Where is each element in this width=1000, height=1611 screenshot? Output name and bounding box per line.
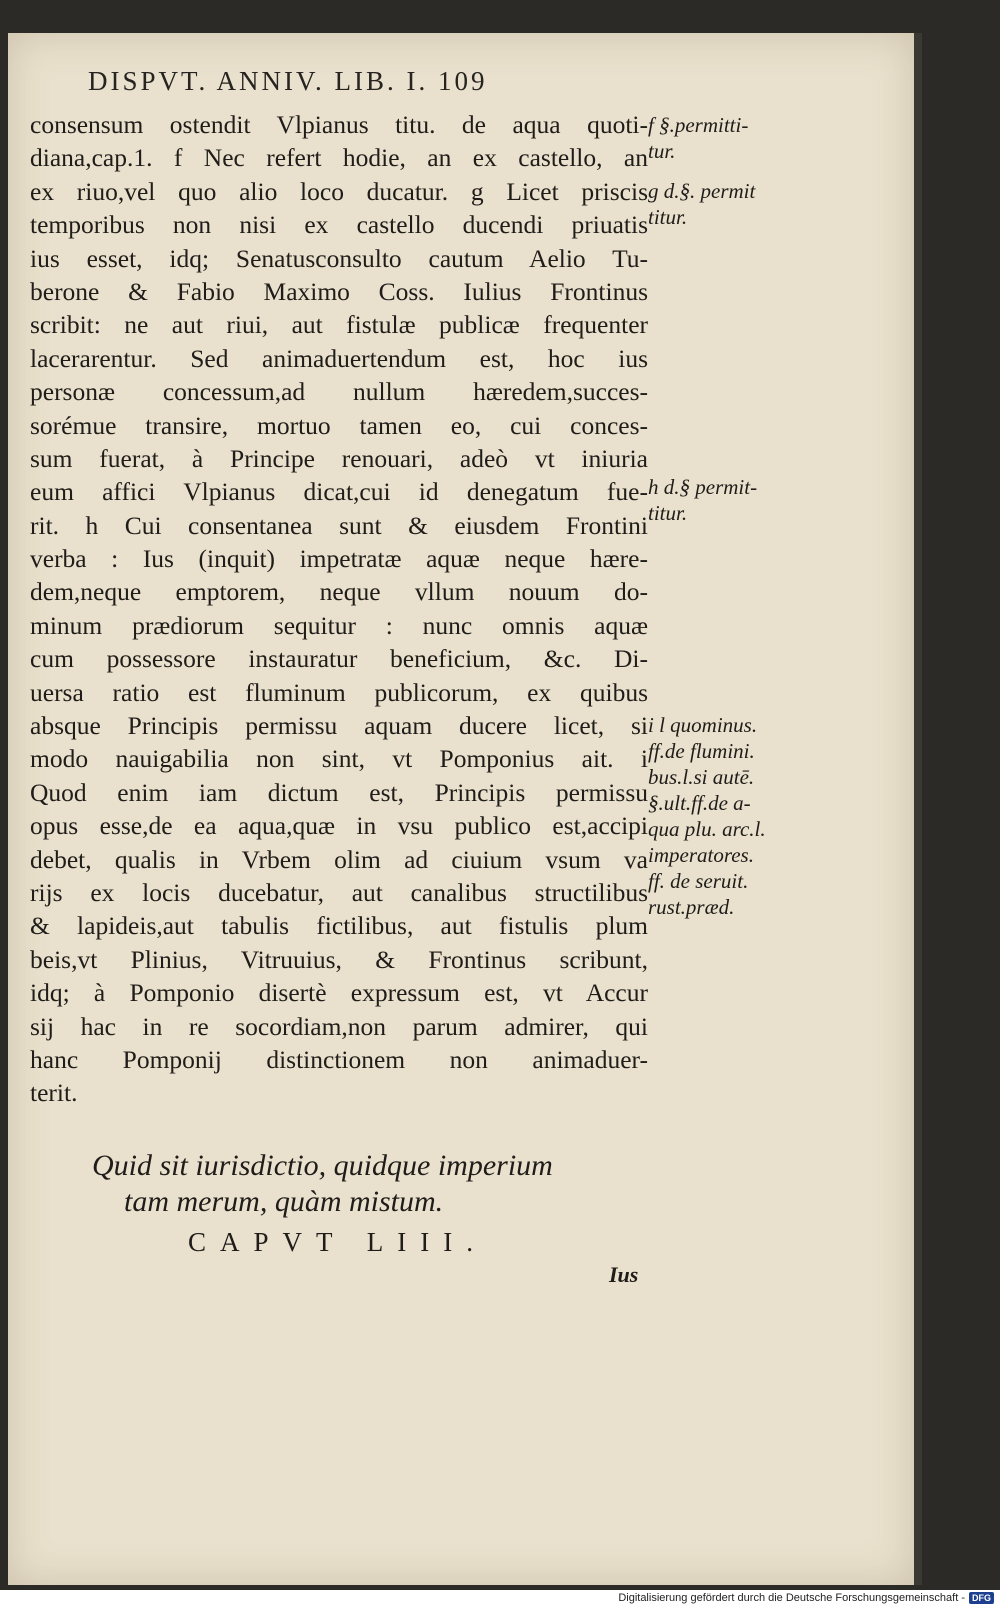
body-line: eum affici Vlpianus dicat,cui id denegatum fue- [30, 477, 648, 507]
running-head: DISPVT. ANNIV. LIB. I. 109 [88, 66, 488, 96]
body-line: hanc Pomponij distinctionem non animaduer- [30, 1044, 648, 1074]
body-line: terit. [30, 1078, 78, 1108]
body-line: ius esset, idq; Senatusconsulto cautum Aelio Tu- [30, 243, 648, 273]
body-line: berone & Fabio Maximo Coss. Iulius Frontinus [30, 276, 648, 306]
body-line: dem,neque emptorem, neque vllum nouum do- [30, 577, 648, 607]
body-line: rit. h Cui consentanea sunt & eiusdem Frontini [30, 510, 648, 540]
body-line: scribit: ne aut riui, aut fistulæ publicæ frequenter [30, 310, 648, 340]
body-line: & lapideis,aut tabulis fictilibus, aut fistulis plum [30, 911, 648, 941]
body-line: consensum ostendit Vlpianus titu. de aqua quoti- [30, 110, 648, 139]
body-line: lacerarentur. Sed animaduertendum est, hoc ius [30, 343, 648, 373]
footer-text: Digitalisierung gefördert durch die Deutsche Forschungsgemeinschaft - [618, 1592, 965, 1604]
body-line: idq; à Pomponio disertè expressum est, vt Accur [30, 978, 648, 1008]
body-line: sum fuerat, à Principe renouari, adeò vt iniuria [30, 443, 648, 473]
body-line: rijs ex locis ducebatur, aut canalibus structilibus [30, 877, 648, 907]
body-line: diana,cap.1. f Nec refert hodie, an ex castello, an [30, 143, 648, 173]
body-line: verba : Ius (inquit) impetratæ aquæ neque hære- [30, 544, 648, 574]
body-line: sorémue transire, mortuo tamen eo, cui conces- [30, 410, 648, 440]
digitization-footer [618, 1592, 994, 1604]
body-line: uersa ratio est fluminum publicorum, ex quibus [30, 677, 648, 707]
body-line: opus esse,de ea aqua,quæ in vsu publico est,accipi [30, 811, 648, 841]
dfg-logo-icon: DFG [969, 1592, 994, 1604]
body-line: beis,vt Plinius, Vitruuius, & Frontinus scribunt, [30, 944, 648, 974]
heading-line: tam merum, quàm mistum. [124, 1185, 444, 1218]
body-text [30, 108, 648, 1110]
body-line: ex riuo,vel quo alio loco ducatur. g Licet priscis [30, 176, 648, 206]
body-line: sij hac in re socordiam,non parum admirer, qui [30, 1011, 648, 1041]
marginal-note-f: f §.permitti- tur. [648, 113, 749, 163]
body-line: Quod enim iam dictum est, Principis permissu [30, 777, 648, 807]
body-line: cum possessore instauratur beneficium, &c. Di- [30, 644, 648, 674]
body-line: modo nauigabilia non sint, vt Pomponius ait. i [30, 744, 648, 774]
chapter-heading [90, 1148, 650, 1220]
body-line: personæ concessum,ad nullum hæredem,succes- [30, 377, 648, 407]
body-line: debet, qualis in Vrbem olim ad ciuium vsum va [30, 844, 648, 874]
body-line: temporibus non nisi ex castello ducendi priuatis [30, 210, 648, 240]
marginal-note-h: h d.§ permit- titur. [648, 475, 758, 525]
body-line: minum prædiorum sequitur : nunc omnis aquæ [30, 610, 648, 640]
chapter-number: CAPVT LIII. [188, 1227, 487, 1257]
body-line: absque Principis permissu aquam ducere licet, si [30, 711, 648, 741]
heading-line: Quid sit iurisdictio, quidque imperium [92, 1149, 553, 1182]
page-edge [914, 33, 922, 1585]
marginal-note-g: g d.§. permit titur. [648, 179, 756, 229]
catchword: Ius [609, 1262, 639, 1287]
marginal-note-i: i l quominus. ff.de flumini. bus.l.si autē. §.ult.ff.de a- qua plu. arc.l. imperatores. ff. de seruit. rust.præd. [648, 713, 766, 919]
